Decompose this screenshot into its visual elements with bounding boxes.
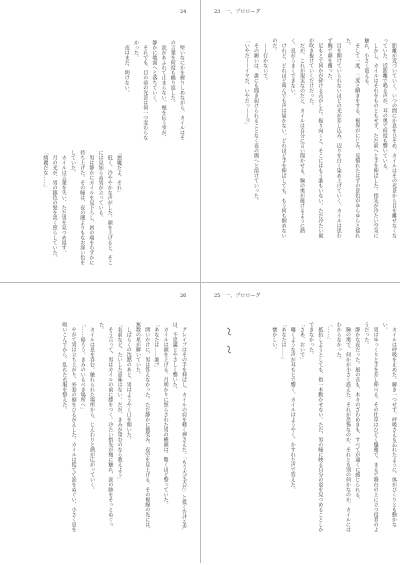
dialogue-line: 「……」 xyxy=(326,322,333,342)
body-text-lower xyxy=(28,150,123,268)
paragraph: 涙があふれて止まらない。頬を伝う雫が、静かに地面へと落ちていく。 xyxy=(151,40,167,140)
paragraph: 胸の奥で、何かが小さく震えた。それが恐怖なのか、それとも別の何かなのか、カイルにはわからなかった。 xyxy=(335,322,351,532)
page-number-text: 24 xyxy=(180,9,187,15)
scene-break-ornament-icon xyxy=(225,326,233,356)
paragraph: 男はゆっくりと手を差し伸べる。その仕草はひどく優雅で、まるで舞台の上に立つ役者のようだった。 xyxy=(363,322,379,532)
page-number-text: 23 xyxy=(214,9,221,15)
paragraph: しばらくの沈黙のあと、男はようやく口を開いた。 xyxy=(125,327,132,442)
body-text xyxy=(236,322,398,532)
paragraph: 低く、冷ややかな声がした。顔を上げると、そこには見知らぬ男が立っている。 xyxy=(97,150,113,265)
paragraph: 問いかけに、男は答えなかった。ただ静かに微笑み、夜空を見上げる。その視線の先には、無数の星が瞬いていた。 xyxy=(134,322,151,532)
page-number-text: 26 xyxy=(180,293,187,299)
page-header xyxy=(214,9,260,15)
running-head: 一、プロローグ xyxy=(225,293,261,299)
page-number-text: 25 xyxy=(214,293,221,299)
paragraph: 静かな夜だった。風の音も、木々のざわめきも、すべてが遠くに感じられる。 xyxy=(354,327,361,502)
paragraph: カイルは顔を上げる。月明かりに照らされた男の横顔は、驚くほど整っていた。 xyxy=(162,327,169,507)
paragraph: 堅いなにかを握りしめながら、カイルはその言葉を何度も繰り返した。 xyxy=(169,40,185,140)
dialogue-line: 「綺麗だな……」 xyxy=(42,150,49,190)
paragraph: そして一度、二度と瞬きをする。視界がにじみ、見慣れたはずの景色がゆらゆらと揺れた。 xyxy=(344,38,361,238)
paragraph: そう言って、男はカイルの前に膝をつく。冷たい指先が頬に触れ、涙の跡をそっとぬぐった。 xyxy=(98,322,114,527)
dialogue-line: 「いやだ——イヤだ、いやだっ——!!」 xyxy=(243,38,250,128)
paragraph: その願いは、誰にも聞き届けられることなく夜の闇へと溶けていった。 xyxy=(252,43,259,203)
page-23 xyxy=(201,0,400,281)
page-26 xyxy=(0,284,199,565)
dialogue-line: 「悪魔だよ、それ」 xyxy=(116,150,122,195)
paragraph: 足もとで何かが砕ける音がした。振り向くと、そこにはもう誰もいない。ただ冷たい風が吹き抜けていくだけだった。 xyxy=(308,38,324,238)
page-number xyxy=(180,9,186,15)
dialogue-line: 「名前など、たいした意味はない。だが、きみが望むのなら教えよう」 xyxy=(116,322,123,482)
paragraph: それでも、目の前の光景は何一つ変わらなかった。 xyxy=(132,40,149,140)
paragraph: カイルは息を呑む。触れられた場所から、じんわりと熱が広がっていく。 xyxy=(88,327,95,492)
page-number xyxy=(180,293,186,299)
paragraph: しかし、カイルはそれをものともせず、ただ前へと手を伸ばした。指先が冷たい空気に触れ、小さく震える。 xyxy=(363,38,379,238)
dialogue-line: 「さあ、おいで」 xyxy=(298,322,305,362)
paragraph: 囁くような声が耳もとで響く。カイルはようやく、かすれた声で答えた。 xyxy=(289,327,296,492)
paragraph: やがて男は立ち上がり、外套の裾をひるがえした。カイルは慌てて涙をぬぐい、小さく息を吸いこんでから、乱れた衣服を整えた。 xyxy=(61,322,77,532)
paragraph: ——行かないで。 xyxy=(262,43,269,83)
body-text-upper xyxy=(118,40,186,144)
paragraph: 目を開けていられないほどの光が差し込み、辺りを白く染め上げていく。カイルは思わず腕で顔を覆った。 xyxy=(326,38,342,238)
page-header xyxy=(214,293,260,299)
paragraph: 懐かしい。 xyxy=(271,327,278,352)
paragraph: けれど、どれほど叫んでも声は届かない。どれほど手を伸ばしても、もう何も掴めないのだ。 xyxy=(271,38,287,238)
paragraph: カイルは言葉を失い、ただ男を見つめ返す。 xyxy=(60,155,67,255)
page-25 xyxy=(201,284,400,565)
paragraph: カイルは呼吸を止めた。瞬き一つせず、呼吸さえも忘れたように、体がぴくりとも動かない。 xyxy=(381,322,397,527)
dialogue-line: 「……帰ろう。きみのいるべき場所へ」 xyxy=(79,322,86,412)
dialogue-line: 「あなたは……誰?」 xyxy=(153,322,160,370)
dialogue-line: 「あなたは……」 xyxy=(280,322,287,362)
paragraph: だが、これが現実なのだと、カイルは自分に言い聞かせる。胸の奥が焼けるように熱く、息がうまくできない。 xyxy=(289,38,305,233)
running-head: 一、プロローグ xyxy=(225,9,261,15)
body-text xyxy=(30,322,188,532)
body-text xyxy=(224,38,398,242)
page-24 xyxy=(0,0,199,281)
paragraph: 抵抗しようとしても、指一本動かせない。ただ、男の瞳に映る自分の姿を見つめることしかできなかった。 xyxy=(308,322,324,532)
paragraph: 夜はまだ、明けない。 xyxy=(123,45,130,95)
paragraph: 距離が近づいていく。いつの間にか息をひそめ、カイルはその光景から目を離せなくなっていた。近距離で鳴る声が、耳の奥で何度も響いている。 xyxy=(381,38,397,238)
paragraph: 男は静かにカイルを見下ろし、唇の端をわずかに持ち上げた。その瞳は、夜の闇よりもなお深い色をしていた。 xyxy=(69,150,95,265)
paragraph: グレイブはその手を伸ばし、カイルの肩を軽く押さえた。「もう大丈夫だ」と低く告げる声は、不思議とやさしく響いた。 xyxy=(171,322,187,530)
paragraph: 月の光が、男の銀色の髪を淡く照らしていた。 xyxy=(51,155,58,260)
